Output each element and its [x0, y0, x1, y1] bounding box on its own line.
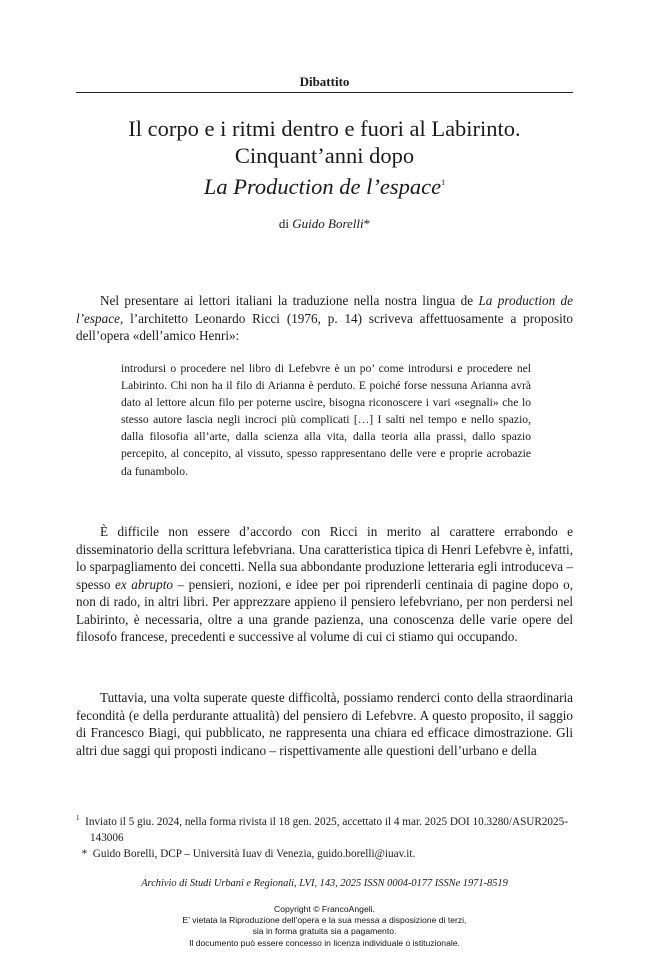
byline-prefix: di	[278, 216, 293, 231]
paragraph-2-a: È difficile non essere d’accordo con Ricci in merito al carattere errabondo e disseminatorio della scrittura lefebvriana. Una caratteristica tipica di Henri Lefebvre è, infatti, lo sparpagliamento dei concetti. Nella sua abbondante produzione letteraria egli introduceva – spesso	[76, 524, 573, 592]
copyright-notice	[76, 904, 573, 949]
copyright-line-3: sia in forma gratuita sia a pagamento.	[252, 926, 397, 937]
paragraph-3-text: Tuttavia, una volta superate queste difficoltà, possiamo renderci conto della straordinaria fecondità (e della perdurante attualità) del pensiero di Lefebvre. A questo proposito, il saggio di Francesco Biagi, qui pubblicato, ne rappresenta una chiara ed efficace dimostrazione. Gli altri due saggi qui proposti indicano – rispettivamente alle questioni dell’urbano e della	[76, 690, 573, 758]
footnotes	[76, 810, 573, 862]
byline	[76, 216, 573, 232]
paragraph-1	[76, 292, 573, 345]
paragraph-1-italic-title: La production de l’espace	[76, 293, 573, 326]
copyright-line-2: E’ vietata la Riproduzione dell’opera e la sua messa a disposizione di terzi,	[182, 915, 467, 926]
footnote-1	[76, 810, 573, 846]
paragraph-1-b: , l’architetto Leonardo Ricci (1976, p. 14) scriveva affettuosamente a proposito dell’opera «dell’amico Henri»:	[76, 310, 573, 343]
author-mark: *	[363, 216, 371, 231]
paragraph-1-a: Nel presentare ai lettori italiani la traduzione nella nostra lingua de	[100, 293, 479, 308]
block-quote: introdursi o procedere nel libro di Lefebvre è un po’ come introdursi e procedere nel Labirinto. Chi non ha il filo di Arianna è perduto. E poiché forse nessuna Arianna avrà dato al lettore alcun filo per poterne uscire, bisogna riconoscere i vari «segnali» che lo stesso autore lascia negli incroci più complicati […] I salti nel tempo e nello spazio, dalla filosofia all’arte, dalla scienza alla vita, dalla teoria alla prassi, dallo spazio percepito, al concepito, al vissuto, spesso rappresentano delle vere e proprie acrobazie da funambolo.	[121, 362, 531, 478]
footnote-2-text: Guido Borelli, DCP – Università Iuav di Venezia, guido.borelli@iuav.it.	[92, 848, 416, 860]
footnote-2-mark: *	[81, 848, 88, 860]
title-line-1: Il corpo e i ritmi dentro e fuori al Labirinto.	[128, 116, 521, 141]
header-rule	[76, 92, 573, 93]
title-line-2: Cinquant’anni dopo	[234, 143, 415, 168]
paragraph-2-b: – pensieri, nozioni, e idee per poi riprenderli centinaia di pagine dopo o, non di rado, in altri libri. Per apprezzare appieno il pensiero lefebvriano, per non perdersi nel Labirinto, è necessaria, oltre a una grande pazienza, una conoscenza delle varie opere del filosofo francese, precedenti e successive al volume di cui ci stiamo qui occupando.	[76, 576, 573, 644]
copyright-line-4: Il documento può essere concesso in licenza individuale o istituzionale.	[189, 937, 460, 948]
footnote-1-text: Inviato il 5 giu. 2024, nella forma rivista il 18 gen. 2025, accettato il 4 mar. 2025 DOI 10.3280/ASUR2025-143006	[85, 816, 568, 844]
copyright-line-1: Copyright © FrancoAngeli.	[274, 904, 375, 914]
paragraph-3	[76, 689, 573, 759]
section-label: Dibattito	[299, 74, 350, 89]
footnote-1-mark: 1	[76, 814, 80, 822]
paragraph-2-italic: ex abrupto	[114, 576, 173, 592]
footnote-2	[76, 846, 573, 862]
title-line-3-text: La Production de l’espace	[203, 174, 442, 199]
paragraph-2	[76, 523, 573, 646]
title-footnote-mark: 1	[441, 178, 446, 187]
title-line-3	[76, 169, 573, 200]
journal-citation: Archivio di Studi Urbani e Regionali, LVI, 143, 2025 ISSN 0004-0177 ISSNe 1971-8519	[141, 878, 508, 889]
author-name: Guido Borelli	[292, 216, 364, 231]
article-title	[76, 115, 573, 200]
